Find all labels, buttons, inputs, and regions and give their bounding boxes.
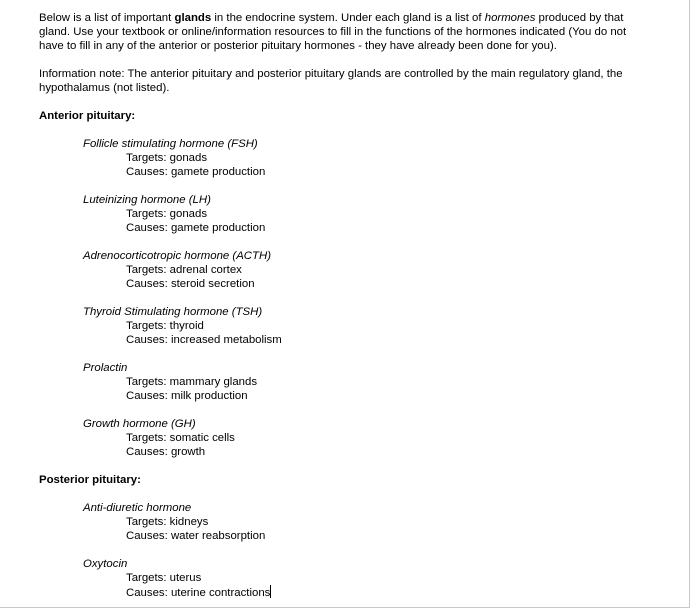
hormone-targets: Targets: kidneys [126,516,209,528]
hormone-causes: Causes: milk production [126,390,248,402]
hormone-causes-last [83,585,639,600]
hormone-entry [83,137,639,179]
hormone-causes: Causes: gamete production [126,166,266,178]
hormone-targets: Targets: uterus [126,572,202,584]
hormone-name: Thyroid Stimulating hormone (TSH) [83,306,263,318]
hormone-targets: Targets: adrenal cortex [126,264,242,276]
hormone-targets: Targets: gonads [126,152,208,164]
hormone-entry [83,417,639,459]
hormone-targets: Targets: somatic cells [126,432,235,444]
hormone-name: Follicle stimulating hormone (FSH) [83,138,258,150]
hormone-causes: Causes: increased metabolism [126,334,282,346]
hormone-causes: Causes: growth [126,446,206,458]
intro-glands-bold: glands [174,12,212,24]
hormone-entry [83,305,639,347]
hormone-name: Adrenocorticotropic hormone (ACTH) [83,250,272,262]
hormone-name: Anti-diuretic hormone [83,502,192,514]
hormone-entry [83,361,639,403]
intro-text: produced by that gland. Use your textbook or online/information resources to fill in the functions of the hormones indicated (You do not have to fill in any of the anterior or posterior pituitary hormones - they have already been done for you). [39,12,627,52]
hormone-entry [83,501,639,543]
information-note: Information note: The anterior pituitary and posterior pituitary glands are controlled by the main regulatory gland, the hypothalamus (not listed). [39,68,623,94]
hormone-causes: Causes: water reabsorption [126,530,266,542]
hormone-causes: Causes: uterine contractions [126,587,271,599]
section-title-anterior: Anterior pituitary: [39,110,136,122]
hormone-causes: Causes: steroid secretion [126,278,255,290]
hormone-name: Luteinizing hormone (LH) [83,194,211,206]
hormone-targets: Targets: gonads [126,208,208,220]
hormone-name: Oxytocin [83,558,128,570]
intro-paragraph [39,11,639,53]
intro-text: in the endocrine system. Under each gland is a list of [211,12,485,24]
hormone-targets: Targets: thyroid [126,320,204,332]
section-title-posterior: Posterior pituitary: [39,474,141,486]
hormone-name: Growth hormone (GH) [83,418,196,430]
hormone-name: Prolactin [83,362,128,374]
hormone-entry [83,193,639,235]
hormone-entry [83,249,639,291]
document-body[interactable] [39,11,639,614]
hormone-causes: Causes: gamete production [126,222,266,234]
intro-hormones-italic: hormones [484,12,536,24]
text-cursor [270,585,271,598]
hormone-entry [83,557,639,600]
hormone-targets: Targets: mammary glands [126,376,258,388]
intro-text: Below is a list of important [39,12,175,24]
